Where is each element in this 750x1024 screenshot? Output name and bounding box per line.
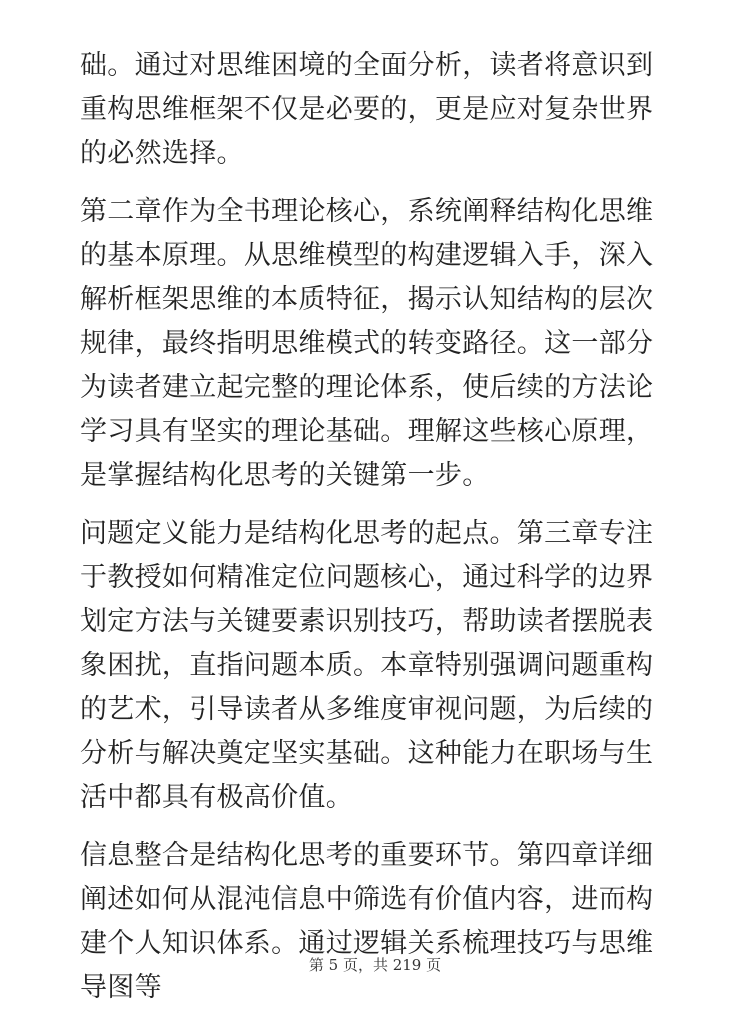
paragraph-3: 问题定义能力是结构化思考的起点。第三章专注于教授如何精准定位问题核心，通过科学的边界划定方法与关键要素识别技巧，帮助读者摆脱表象困扰，直指问题本质。本章特别强调问题重构的艺术，引导读者从多维度审视问题，为后续的分析与解决奠定坚实基础。这种能力在职场与生活中都具有极高价值。 <box>80 518 654 813</box>
page-number-footer: 第 5 页，共 219 页 <box>308 956 442 974</box>
document-body <box>80 44 680 1024</box>
paragraph-4: 信息整合是结构化思考的重要环节。第四章详细阐述如何从混沌信息中筛选有价值内容，进而构建个人知识体系。通过逻辑关系梳理技巧与思维导图等 <box>80 840 654 1003</box>
paragraph-1: 础。通过对思维困境的全面分析，读者将意识到重构思维框架不仅是必要的，更是应对复杂世界的必然选择。 <box>80 50 654 169</box>
paragraph-2: 第二章作为全书理论核心，系统阐释结构化思维的基本原理。从思维模型的构建逻辑入手，深入解析框架思维的本质特征，揭示认知结构的层次规律，最终指明思维模式的转变路径。这一部分为读者建立起完整的理论体系，使后续的方法论学习具有坚实的理论基础。理解这些核心原理，是掌握结构化思考的关键第一步。 <box>80 196 654 491</box>
